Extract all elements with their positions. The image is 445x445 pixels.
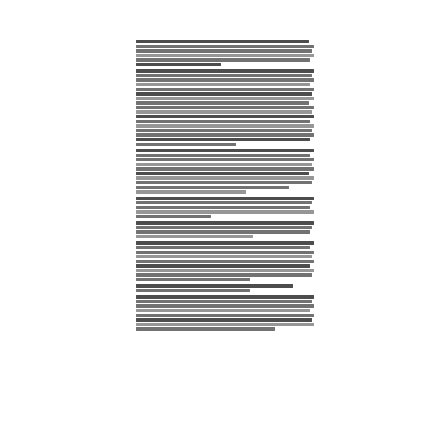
- text-line: [136, 230, 310, 233]
- text-paragraph: [136, 284, 314, 292]
- text-paragraph: [136, 221, 314, 238]
- text-line: [136, 318, 312, 321]
- text-line: [136, 133, 314, 136]
- text-line: [136, 69, 314, 72]
- text-line: [136, 58, 310, 61]
- text-line: [136, 106, 314, 109]
- text-line: [136, 260, 314, 263]
- text-line: [136, 327, 275, 330]
- text-paragraph: [136, 295, 314, 330]
- text-line: [136, 40, 309, 43]
- text-line: [136, 226, 312, 229]
- text-line: [136, 110, 312, 113]
- text-line: [136, 186, 289, 189]
- text-line: [136, 45, 314, 48]
- text-line: [136, 115, 314, 118]
- text-line: [136, 92, 312, 95]
- text-line: [136, 124, 314, 127]
- text-line: [136, 181, 312, 184]
- text-paragraph: [136, 241, 314, 281]
- text-line: [136, 304, 314, 307]
- text-line: [136, 101, 309, 104]
- text-line: [136, 273, 312, 276]
- text-line: [136, 83, 310, 86]
- text-line: [136, 295, 314, 298]
- text-line: [136, 149, 314, 152]
- text-paragraph: [136, 40, 314, 66]
- text-line: [136, 300, 312, 303]
- text-line: [136, 215, 211, 218]
- text-line: [136, 138, 310, 141]
- text-line: [136, 206, 310, 209]
- text-paragraph: [136, 197, 314, 219]
- text-line: [136, 163, 312, 166]
- text-line: [136, 284, 293, 287]
- text-line: [136, 289, 250, 292]
- text-line: [136, 129, 312, 132]
- text-line: [136, 278, 250, 281]
- text-line: [136, 172, 309, 175]
- text-line: [136, 201, 312, 204]
- text-line: [136, 167, 314, 170]
- text-line: [136, 264, 310, 267]
- text-line: [136, 210, 314, 213]
- text-line: [136, 63, 221, 66]
- text-line: [136, 54, 314, 57]
- text-line: [136, 49, 312, 52]
- text-line: [136, 154, 310, 157]
- text-paragraph: [136, 149, 314, 194]
- text-line: [136, 88, 314, 91]
- text-line: [136, 74, 312, 77]
- text-line: [136, 143, 236, 146]
- text-column: [136, 40, 314, 380]
- text-line: [136, 309, 310, 312]
- text-line: [136, 251, 314, 254]
- text-line: [136, 269, 314, 272]
- text-line: [136, 120, 310, 123]
- text-line: [136, 241, 314, 244]
- text-line: [136, 97, 314, 100]
- text-line: [136, 78, 314, 81]
- text-line: [136, 190, 246, 193]
- text-line: [136, 176, 314, 179]
- text-line: [136, 246, 310, 249]
- text-line: [136, 314, 314, 317]
- text-line: [136, 255, 312, 258]
- text-line: [136, 158, 314, 161]
- text-paragraph: [136, 69, 314, 146]
- text-line: [136, 197, 314, 200]
- text-line: [136, 221, 314, 224]
- text-line: [136, 235, 253, 238]
- text-line: [136, 323, 314, 326]
